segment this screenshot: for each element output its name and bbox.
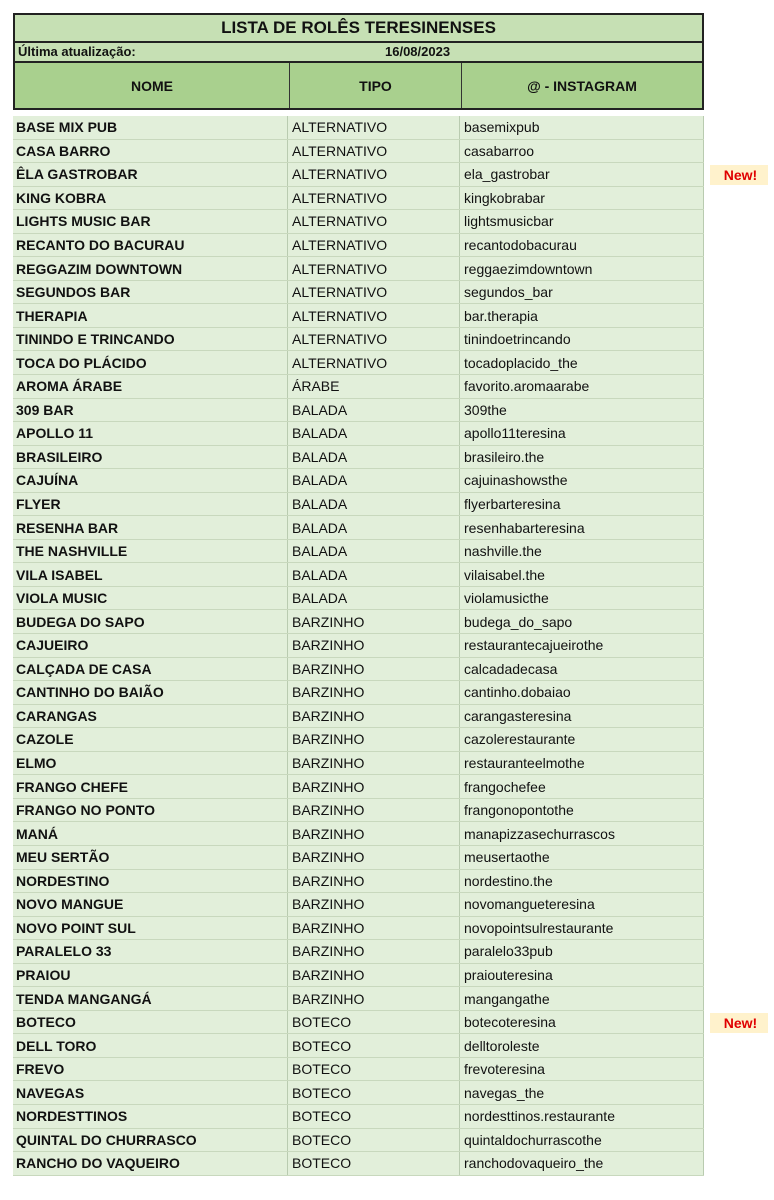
instagram-cell[interactable]: frangochefee (460, 775, 704, 798)
type-cell[interactable]: ALTERNATIVO (288, 351, 460, 374)
type-cell[interactable]: BARZINHO (288, 917, 460, 940)
instagram-cell[interactable]: restauranteelmothe (460, 752, 704, 775)
table-row[interactable] (13, 375, 704, 399)
table-row[interactable] (13, 210, 704, 234)
type-cell[interactable]: ALTERNATIVO (288, 234, 460, 257)
column-header-name[interactable]: NOME (15, 63, 290, 108)
type-cell[interactable]: BARZINHO (288, 940, 460, 963)
type-cell[interactable]: BARZINHO (288, 846, 460, 869)
type-cell[interactable]: BARZINHO (288, 705, 460, 728)
table-row[interactable] (13, 446, 704, 470)
type-cell[interactable]: BARZINHO (288, 681, 460, 704)
table-row[interactable] (13, 1081, 704, 1105)
name-cell[interactable]: FLYER (13, 493, 288, 516)
name-cell[interactable]: TENDA MANGANGÁ (13, 987, 288, 1010)
table-row[interactable] (13, 563, 704, 587)
name-cell[interactable]: TININDO E TRINCANDO (13, 328, 288, 351)
instagram-cell[interactable]: praiouteresina (460, 964, 704, 987)
name-cell[interactable]: BASE MIX PUB (13, 116, 288, 139)
table-row[interactable] (13, 1105, 704, 1129)
table-row[interactable] (13, 422, 704, 446)
name-cell[interactable]: QUINTAL DO CHURRASCO (13, 1129, 288, 1152)
table-row[interactable] (13, 610, 704, 634)
instagram-cell[interactable]: carangasteresina (460, 705, 704, 728)
instagram-cell[interactable]: nordestino.the (460, 870, 704, 893)
table-row[interactable] (13, 964, 704, 988)
name-cell[interactable]: KING KOBRA (13, 187, 288, 210)
type-cell[interactable]: ALTERNATIVO (288, 140, 460, 163)
instagram-cell[interactable]: mangangathe (460, 987, 704, 1010)
name-cell[interactable]: RECANTO DO BACURAU (13, 234, 288, 257)
table-row[interactable] (13, 917, 704, 941)
table-row[interactable] (13, 822, 704, 846)
table-row[interactable] (13, 493, 704, 517)
name-cell[interactable]: BUDEGA DO SAPO (13, 610, 288, 633)
table-row[interactable] (13, 1152, 704, 1176)
name-cell[interactable]: THERAPIA (13, 304, 288, 327)
instagram-cell[interactable]: apollo11teresina (460, 422, 704, 445)
instagram-cell[interactable]: bar.therapia (460, 304, 704, 327)
table-row[interactable] (13, 234, 704, 258)
table-row[interactable] (13, 658, 704, 682)
name-cell[interactable]: BOTECO (13, 1011, 288, 1034)
instagram-cell[interactable]: cazolerestaurante (460, 728, 704, 751)
type-cell[interactable]: BALADA (288, 563, 460, 586)
table-row[interactable] (13, 587, 704, 611)
instagram-cell[interactable]: favorito.aromaarabe (460, 375, 704, 398)
table-row[interactable] (13, 940, 704, 964)
instagram-cell[interactable]: casabarroo (460, 140, 704, 163)
type-cell[interactable]: BALADA (288, 399, 460, 422)
instagram-cell[interactable]: meusertaothe (460, 846, 704, 869)
instagram-cell[interactable]: reggaezimdowntown (460, 257, 704, 280)
name-cell[interactable]: PRAIOU (13, 964, 288, 987)
table-row[interactable] (13, 987, 704, 1011)
type-cell[interactable]: ALTERNATIVO (288, 304, 460, 327)
table-row[interactable] (13, 681, 704, 705)
instagram-cell[interactable]: basemixpub (460, 116, 704, 139)
instagram-cell[interactable]: botecoteresina (460, 1011, 704, 1034)
instagram-cell[interactable]: tinindoetrincando (460, 328, 704, 351)
type-cell[interactable]: BOTECO (288, 1129, 460, 1152)
last-update-date: 16/08/2023 (385, 44, 451, 59)
instagram-cell[interactable]: flyerbarteresina (460, 493, 704, 516)
table-row[interactable] (13, 163, 758, 187)
column-header-row (13, 63, 704, 110)
type-cell[interactable]: BARZINHO (288, 799, 460, 822)
name-cell[interactable]: VILA ISABEL (13, 563, 288, 586)
instagram-cell[interactable]: ranchodovaqueiro_the (460, 1152, 704, 1175)
instagram-cell[interactable]: nashville.the (460, 540, 704, 563)
type-cell[interactable]: BARZINHO (288, 870, 460, 893)
name-cell[interactable]: REGGAZIM DOWNTOWN (13, 257, 288, 280)
table-row[interactable] (13, 634, 704, 658)
instagram-cell[interactable]: restaurantecajueirothe (460, 634, 704, 657)
type-cell[interactable]: BOTECO (288, 1152, 460, 1175)
type-cell[interactable]: BARZINHO (288, 987, 460, 1010)
table-row[interactable] (13, 351, 704, 375)
table-row[interactable] (13, 328, 704, 352)
column-header-type[interactable]: TIPO (290, 63, 462, 108)
type-cell[interactable]: ALTERNATIVO (288, 281, 460, 304)
instagram-cell[interactable]: frangonopontothe (460, 799, 704, 822)
type-cell[interactable]: BALADA (288, 587, 460, 610)
type-cell[interactable]: BALADA (288, 540, 460, 563)
name-cell[interactable]: NORDESTTINOS (13, 1105, 288, 1128)
name-cell[interactable]: NOVO MANGUE (13, 893, 288, 916)
column-header-instagram[interactable]: @ - INSTAGRAM (527, 77, 637, 94)
table-row[interactable] (13, 893, 704, 917)
instagram-cell[interactable]: cantinho.dobaiao (460, 681, 704, 704)
name-cell[interactable]: SEGUNDOS BAR (13, 281, 288, 304)
table-row[interactable] (13, 1058, 704, 1082)
type-cell[interactable]: ALTERNATIVO (288, 210, 460, 233)
last-update-label: Última atualização: (18, 44, 136, 59)
table-row[interactable] (13, 116, 704, 140)
table-row[interactable] (13, 728, 704, 752)
new-badge: New! (710, 165, 768, 185)
type-cell[interactable]: BOTECO (288, 1034, 460, 1057)
instagram-cell[interactable]: lightsmusicbar (460, 210, 704, 233)
type-cell[interactable]: BOTECO (288, 1058, 460, 1081)
table-row[interactable] (13, 1034, 704, 1058)
table-row[interactable] (13, 799, 704, 823)
instagram-cell[interactable]: delltoroleste (460, 1034, 704, 1057)
type-cell[interactable]: ALTERNATIVO (288, 187, 460, 210)
type-cell[interactable]: BARZINHO (288, 964, 460, 987)
type-cell[interactable]: BARZINHO (288, 728, 460, 751)
instagram-cell[interactable]: frevoteresina (460, 1058, 704, 1081)
name-cell[interactable]: RANCHO DO VAQUEIRO (13, 1152, 288, 1175)
instagram-cell[interactable]: vilaisabel.the (460, 563, 704, 586)
name-cell[interactable]: CAZOLE (13, 728, 288, 751)
table-row[interactable] (13, 304, 704, 328)
instagram-cell[interactable]: resenhabarteresina (460, 516, 704, 539)
table-row[interactable] (13, 1129, 704, 1153)
instagram-cell[interactable]: budega_do_sapo (460, 610, 704, 633)
table-row[interactable] (13, 469, 704, 493)
instagram-cell[interactable]: calcadadecasa (460, 658, 704, 681)
instagram-cell[interactable]: cajuinashowsthe (460, 469, 704, 492)
type-cell[interactable]: BOTECO (288, 1105, 460, 1128)
instagram-cell[interactable]: recantodobacurau (460, 234, 704, 257)
name-cell[interactable]: NAVEGAS (13, 1081, 288, 1104)
table-row[interactable] (13, 140, 704, 164)
table-row[interactable] (13, 870, 704, 894)
type-cell[interactable]: ALTERNATIVO (288, 257, 460, 280)
name-cell[interactable]: CASA BARRO (13, 140, 288, 163)
name-cell[interactable]: CAJUÍNA (13, 469, 288, 492)
name-cell[interactable]: DELL TORO (13, 1034, 288, 1057)
instagram-cell[interactable]: navegas_the (460, 1081, 704, 1104)
instagram-cell[interactable]: tocadoplacido_the (460, 351, 704, 374)
table-row[interactable] (13, 257, 704, 281)
type-cell[interactable]: BALADA (288, 446, 460, 469)
name-cell[interactable]: CARANGAS (13, 705, 288, 728)
instagram-cell[interactable]: segundos_bar (460, 281, 704, 304)
type-cell[interactable]: BALADA (288, 516, 460, 539)
name-cell[interactable]: MANÁ (13, 822, 288, 845)
name-cell[interactable]: RESENHA BAR (13, 516, 288, 539)
type-cell[interactable]: ALTERNATIVO (288, 116, 460, 139)
type-cell[interactable]: BARZINHO (288, 610, 460, 633)
type-cell[interactable]: ALTERNATIVO (288, 328, 460, 351)
name-cell[interactable]: ÊLA GASTROBAR (13, 163, 288, 186)
table-row[interactable] (13, 846, 704, 870)
table-row[interactable] (13, 1011, 758, 1035)
new-badge: New! (710, 1013, 768, 1033)
type-cell[interactable]: ALTERNATIVO (288, 163, 460, 186)
name-cell[interactable]: FREVO (13, 1058, 288, 1081)
type-cell[interactable]: BARZINHO (288, 752, 460, 775)
table-row[interactable] (13, 516, 704, 540)
name-cell[interactable]: PARALELO 33 (13, 940, 288, 963)
name-cell[interactable]: 309 BAR (13, 399, 288, 422)
table-row[interactable] (13, 540, 704, 564)
instagram-cell[interactable]: quintaldochurrascothe (460, 1129, 704, 1152)
name-cell[interactable]: APOLLO 11 (13, 422, 288, 445)
type-cell[interactable]: ÁRABE (288, 375, 460, 398)
type-cell[interactable]: BOTECO (288, 1011, 460, 1034)
name-cell[interactable]: NORDESTINO (13, 870, 288, 893)
table-row[interactable] (13, 187, 704, 211)
table-row[interactable] (13, 705, 704, 729)
instagram-cell[interactable]: novomangueteresina (460, 893, 704, 916)
type-cell[interactable]: BARZINHO (288, 775, 460, 798)
table-row[interactable] (13, 281, 704, 305)
name-cell[interactable]: CALÇADA DE CASA (13, 658, 288, 681)
table-row[interactable] (13, 399, 704, 423)
instagram-cell[interactable]: kingkobrabar (460, 187, 704, 210)
name-cell[interactable]: CAJUEIRO (13, 634, 288, 657)
name-cell[interactable]: NOVO POINT SUL (13, 917, 288, 940)
type-cell[interactable]: BALADA (288, 493, 460, 516)
sheet-title: LISTA DE ROLÊS TERESINENSES (13, 13, 704, 43)
name-cell[interactable]: LIGHTS MUSIC BAR (13, 210, 288, 233)
type-cell[interactable]: BALADA (288, 422, 460, 445)
name-cell[interactable]: THE NASHVILLE (13, 540, 288, 563)
type-cell[interactable]: BARZINHO (288, 822, 460, 845)
type-cell[interactable]: BARZINHO (288, 893, 460, 916)
instagram-cell[interactable]: violamusicthe (460, 587, 704, 610)
instagram-cell[interactable]: manapizzasechurrascos (460, 822, 704, 845)
type-cell[interactable]: BARZINHO (288, 634, 460, 657)
name-cell[interactable]: VIOLA MUSIC (13, 587, 288, 610)
last-update-row (13, 43, 704, 63)
name-cell[interactable]: ELMO (13, 752, 288, 775)
name-cell[interactable]: TOCA DO PLÁCIDO (13, 351, 288, 374)
type-cell[interactable]: BARZINHO (288, 658, 460, 681)
table-body (13, 116, 758, 1176)
name-cell[interactable]: MEU SERTÃO (13, 846, 288, 869)
table-row[interactable] (13, 752, 704, 776)
name-cell[interactable]: FRANGO NO PONTO (13, 799, 288, 822)
name-cell[interactable]: AROMA ÁRABE (13, 375, 288, 398)
instagram-cell[interactable]: 309the (460, 399, 704, 422)
instagram-cell[interactable]: novopointsulrestaurante (460, 917, 704, 940)
instagram-cell[interactable]: ela_gastrobar (460, 163, 704, 186)
name-cell[interactable]: FRANGO CHEFE (13, 775, 288, 798)
table-row[interactable] (13, 775, 704, 799)
instagram-cell[interactable]: nordesttinos.restaurante (460, 1105, 704, 1128)
instagram-cell[interactable]: brasileiro.the (460, 446, 704, 469)
name-cell[interactable]: BRASILEIRO (13, 446, 288, 469)
type-cell[interactable]: BALADA (288, 469, 460, 492)
spreadsheet (13, 13, 758, 1176)
instagram-cell[interactable]: paralelo33pub (460, 940, 704, 963)
type-cell[interactable]: BOTECO (288, 1081, 460, 1104)
name-cell[interactable]: CANTINHO DO BAIÃO (13, 681, 288, 704)
